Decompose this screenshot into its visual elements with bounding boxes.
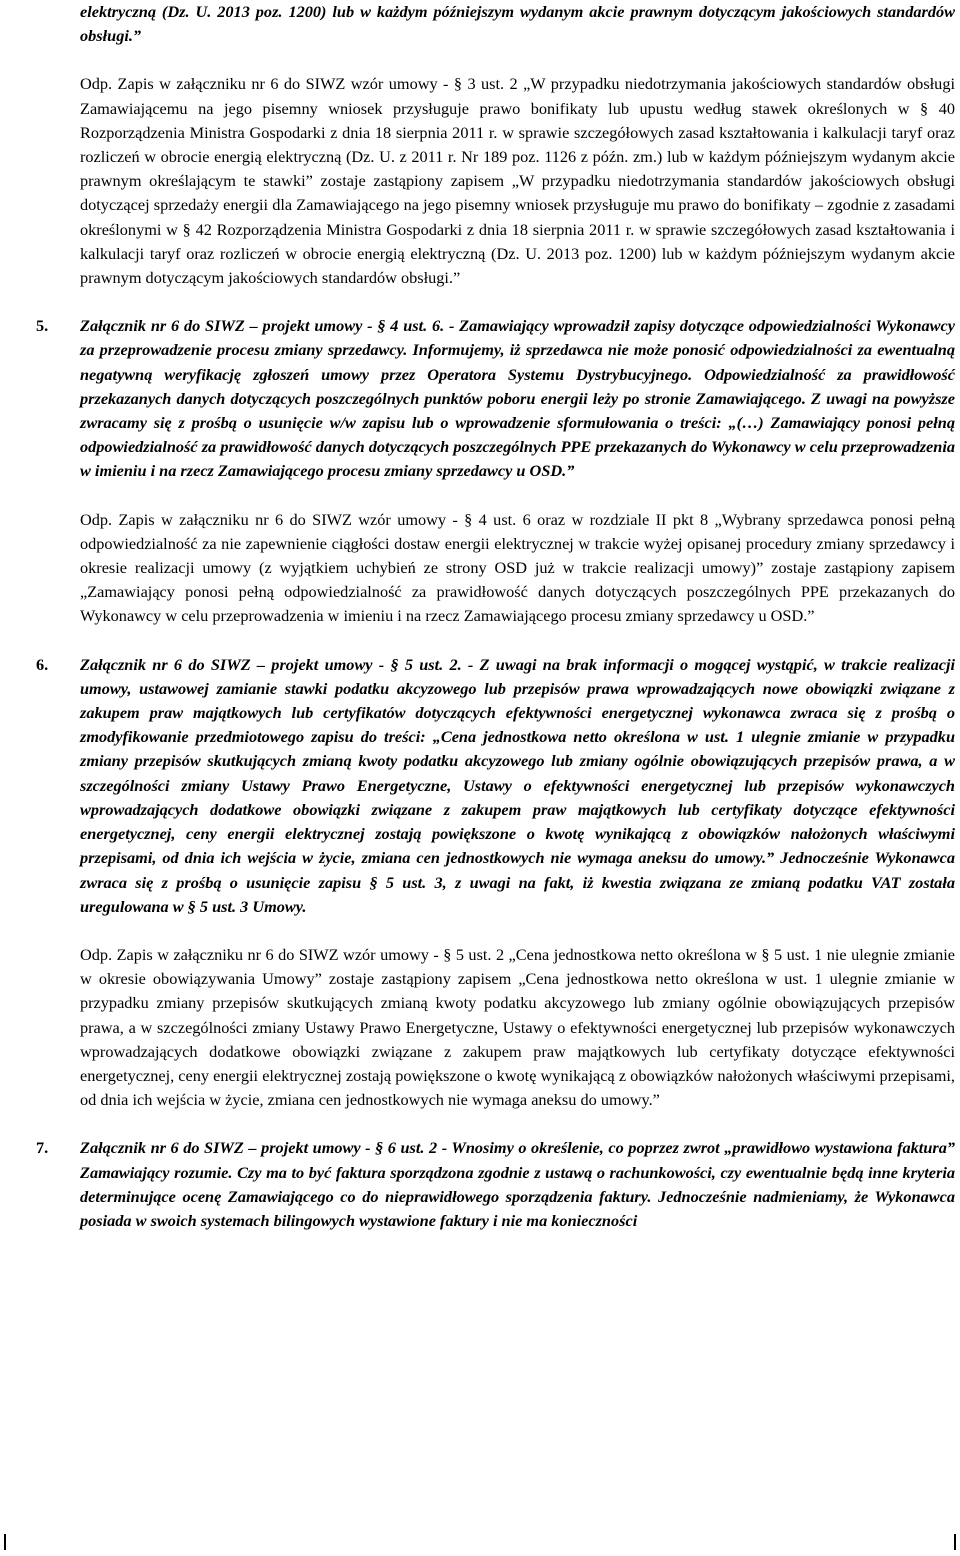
item-number: 7. xyxy=(36,1138,49,1158)
spacer xyxy=(80,484,955,508)
question-item-7 xyxy=(36,1136,955,1233)
spacer xyxy=(80,290,955,314)
item-number: 5. xyxy=(36,316,49,336)
spacer xyxy=(80,629,955,653)
question-text: Załącznik nr 6 do SIWZ – projekt umowy - § 4 ust. 6. - Zamawiający wprowadził zapisy dotyczące odpowiedzialności Wykonawcy za przeprowadzenie procesu zmiany sprzedawcy. Informujemy, iż sprzedawca nie może ponosić odpowiedzialności za ewentualną negatywną weryfikację zgłoszeń umowy przez Operatora Systemu Dystrybucyjnego. Odpowiedzialność za prawidłowość przekazanych danych dotyczących poszczególnych punktów poboru energii leży po stronie Zamawiającego. Z uwagi na powyższe zwracamy się z prośbą o usunięcie w/w zapisu lub o wprowadzenie sformułowania o treści: „(…) Zamawiający ponosi pełną odpowiedzialność za prawidłowość danych dotyczących poszczególnych PPE przekazanych do Wykonawcy w celu przeprowadzenia w imieniu i na rzecz Zamawiającego procesu zmiany sprzedawcy u OSD.” xyxy=(80,316,955,481)
spacer xyxy=(80,48,955,72)
question-text: Załącznik nr 6 do SIWZ – projekt umowy - § 6 ust. 2 - Wnosimy o określenie, co poprzez zwrot „prawidłowo wystawiona faktura” Zamawiający rozumie. Czy ma to być faktura sporządzona zgodnie z ustawą o rachunkowości, czy ewentualnie będą inne kryteria determinujące ocenę Zamawiającego co do nieprawidłowego sporządzenia faktury. Jednocześnie nadmieniamy, że Wykonawca posiada w swoich systemach bilingowych wystawione faktury i nie ma konieczności xyxy=(80,1138,955,1230)
intro-answer: Odp. Zapis w załączniku nr 6 do SIWZ wzór umowy - § 3 ust. 2 „W przypadku niedotrzymania jakościowych standardów obsługi Zamawiającemu na jego pisemny wniosek przysługuje prawo bonifikaty lub upustu według stawek określonych w § 40 Rozporządzenia Ministra Gospodarki z dnia 18 sierpnia 2011 r. w sprawie szczegółowych zasad kształtowania i kalkulacji taryf oraz rozliczeń w obrocie energią elektryczną (Dz. U. z 2011 r. Nr 189 poz. 1126 z późn. zm.) lub w każdym późniejszym wydanym akcie prawnym określającym te stawki” zostaje zastąpiony zapisem „W przypadku niedotrzymania standardów jakościowych obsługi dotyczącej sprzedaży energii dla Zamawiającego na jego pisemny wniosek przysługuje mu prawo do bonifikaty – zgodnie z zasadami określonymi w § 42 Rozporządzenia Ministra Gospodarki z dnia 18 sierpnia 2011 r. w sprawie szczegółowych zasad kształtowania i kalkulacji taryf oraz rozliczeń w obrocie energią elektryczną (Dz. U. 2013 poz. 1200) lub w każdym późniejszym wydanym akcie prawnym dotyczącym jakościowych standardów obsługi.” xyxy=(80,74,955,288)
spacer xyxy=(80,1112,955,1136)
question-item-6 xyxy=(36,653,955,1113)
question-item-5 xyxy=(36,314,955,628)
answer-text: Odp. Zapis w załączniku nr 6 do SIWZ wzór umowy - § 5 ust. 2 „Cena jednostkowa netto określona w § 5 ust. 1 nie ulegnie zmianie w okresie obowiązywania Umowy” zostaje zastąpiony zapisem „Cena jednostkowa netto określona w ust. 1 ulegnie zmianie w przypadku zmiany przepisów skutkujących zmianą kwoty podatku akcyzowego lub zmiany ogólnie obowiązujących przepisów prawa, a w szczególności zmiany Ustawy Prawo Energetyczne, Ustawy o efektywności energetycznej lub przepisów wykonawczych wprowadzających dodatkowe obowiązki związane z zakupem praw majątkowych lub certyfikaty dotyczące efektywności energetycznej, ceny energii elektrycznej zostają powiększone o kwotę wynikającą z obowiązków nałożonych właściwymi przepisami, od dnia ich wejścia w życie, zmiana cen jednostkowych nie wymaga aneksu do umowy.” xyxy=(80,944,955,1110)
right-edge-mark xyxy=(954,1534,956,1550)
answer-text: Odp. Zapis w załączniku nr 6 do SIWZ wzór umowy - § 4 ust. 6 oraz w rozdziale II pkt 8 „Wybrany sprzedawca ponosi pełną odpowiedzialność za nie zapewnienie ciągłości dostaw energii elektrycznej w trakcie wyżej opisanej procedury zmiany sprzedawcy i okresie realizacji umowy (z wyjątkiem uchybień ze strony OSD już w trakcie realizacji umowy)” zostaje zastąpiony zapisem „Zamawiający ponosi pełną odpowiedzialność za prawidłowość danych dotyczących poszczególnych PPE przekazanych do Wykonawcy w celu przeprowadzenia w imieniu i na rzecz Zamawiającego procesu zmiany sprzedawcy u OSD.” xyxy=(80,509,955,626)
question-text: Załącznik nr 6 do SIWZ – projekt umowy - § 5 ust. 2. - Z uwagi na brak informacji o mogącej wystąpić, w trakcie realizacji umowy, ustawowej zamianie stawki podatku akcyzowego lub przepisów prawa wprowadzających nowe obowiązki związane z zakupem praw majątkowych lub certyfikatów dotyczących efektywności energetycznej wykonawca zwraca się z prośbą o zmodyfikowanie przedmiotowego zapisu do treści: „Cena jednostkowa netto określona w ust. 1 ulegnie zmianie w przypadku zmiany przepisów skutkujących zmianą kwoty podatku akcyzowego lub zmiany ogólnie obowiązujących przepisów prawa, a w szczególności zmiany Ustawy Prawo Energetyczne, Ustawy o efektywności energetycznej lub przepisów wykonawczych wprowadzających dodatkowe obowiązki związane z zakupem praw majątkowych lub certyfikaty dotyczące efektywności energetycznej, ceny energii elektrycznej zostają powiększone o kwotę wynikającą z obowiązków nałożonych właściwymi przepisami, od dnia ich wejścia w życie, zmiana cen jednostkowych nie wymaga aneksu do umowy.” Jednocześnie Wykonawca zwraca się z prośbą o usunięcie zapisu § 5 ust. 3, z uwagi na fakt, iż kwestia związana ze zmianą podatku VAT została uregulowana w § 5 ust. 3 Umowy. xyxy=(80,654,955,916)
item-number: 6. xyxy=(36,654,49,674)
document-page xyxy=(36,0,955,1233)
intro-continuation: elektryczną (Dz. U. 2013 poz. 1200) lub w każdym późniejszym wydanym akcie prawnym dotyczącym jakościowych standardów obsługi.” xyxy=(80,2,955,46)
left-edge-mark xyxy=(4,1534,6,1550)
spacer xyxy=(80,919,955,943)
